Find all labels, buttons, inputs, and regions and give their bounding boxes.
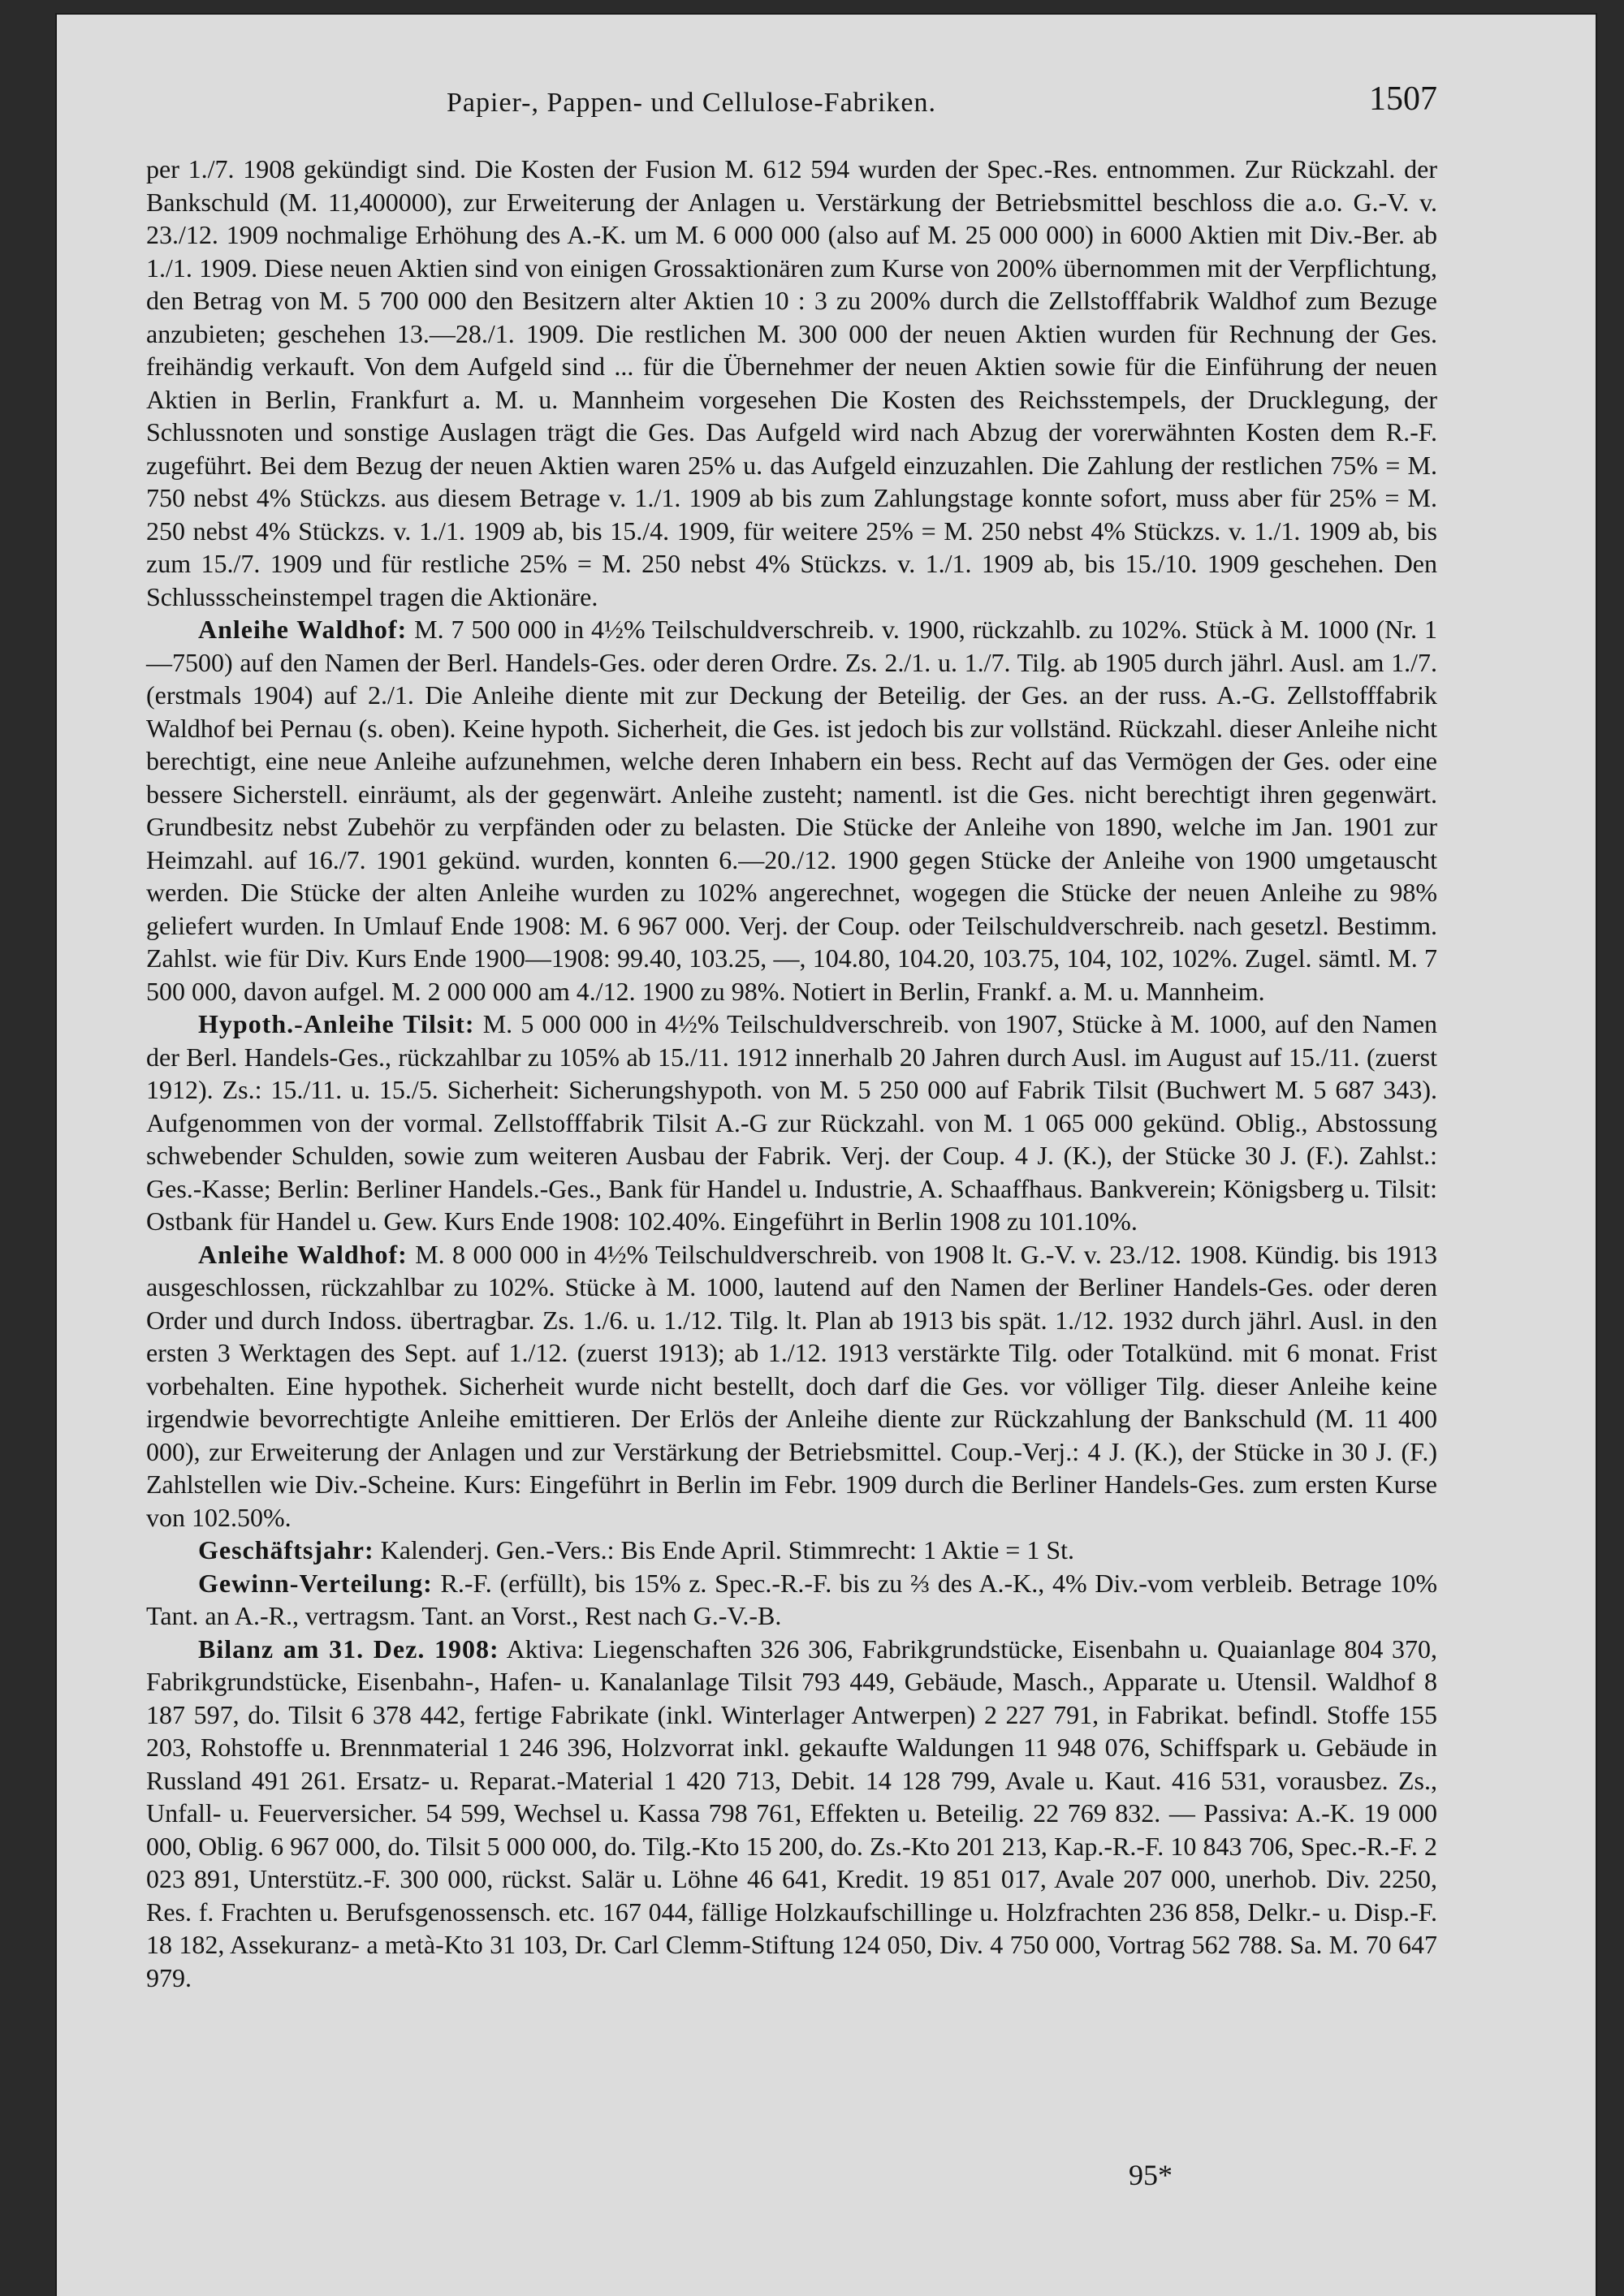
document-page bbox=[57, 15, 1596, 2296]
paragraph-text: Kalenderj. Gen.-Vers.: Bis Ende April. Stimmrecht: 1 Aktie = 1 St. bbox=[380, 1535, 1074, 1564]
paragraph-text: Aktiva: Liegenschaften 326 306, Fabrikgrundstücke, Eisenbahn u. Quaianlage 804 370, Fabrikgrundstücke, Eisenbahn-, Hafen- u. Kanalanlage Tilsit 793 449, Gebäude, Masch., Apparate u. Utensil. Waldhof 8 187 597, do. Tilsit 6 378 442, fertige Fabrikate (inkl. Winterlager Antwerpen) 2 227 791, in Fabrikat. befindl. Stoffe 155 203, Rohstoffe u. Brennmaterial 1 246 396, Holzvorrat inkl. gekaufte Waldungen 11 948 076, Schiffspark u. Gebäude in Russland 491 261. Ersatz- u. Reparat.-Material 1 420 713, Debit. 14 128 799, Avale u. Kaut. 416 531, vorausbez. Zs., Unfall- u. Feuerversicher. 54 599, Wechsel u. Kassa 798 761, Effekten u. Beteilig. 22 769 832. — Passiva: A.-K. 19 000 000, Oblig. 6 967 000, do. Tilsit 5 000 000, do. Tilg.-Kto 15 200, do. Zs.-Kto 201 213, Kap.-R.-F. 10 843 706, Spec.-R.-F. 2 023 891, Unterstütz.-F. 300 000, rückst. Salär u. Löhne 46 641, Kredit. 19 851 017, Avale 207 000, unerhob. Div. 2250, Res. f. Frachten u. Berufsgenossensch. etc. 167 044, fällige Holzkaufschillinge u. Holzfrachten 236 858, Delkr.- u. Disp.-F. 18 182, Assekuranz- a metà-Kto 31 103, Dr. Carl Clemm-Stiftung 124 050, Div. 4 750 000, Vortrag 562 788. Sa. M. 70 647 979. bbox=[146, 1634, 1438, 1992]
paragraph-text: M. 5 000 000 in 4½% Teilschuldverschreib. von 1907, Stücke à M. 1000, auf den Namen der Berl. Handels-Ges., rückzahlbar zu 105% ab 15./11. 1912 innerhalb 20 Jahren durch Ausl. im August auf 15./11. (zuerst 1912). Zs.: 15./11. u. 15./5. Sicherheit: Sicherungshypoth. von M. 5 250 000 auf Fabrik Tilsit (Buchwert M. 5 687 343). Aufgenommen von der vormal. Zellstofffabrik Tilsit A.-G zur Rückzahl. von M. 1 065 000 gekünd. Oblig., Abstossung schwebender Schulden, sowie zum weiteren Ausbau der Fabrik. Verj. der Coup. 4 J. (K.), der Stücke 30 J. (F.). Zahlst.: Ges.-Kasse; Berlin: Berliner Handels.-Ges., Bank für Handel u. Industrie, A. Schaaffhaus. Bankverein; Königsberg u. Tilsit: Ostbank für Handel u. Gew. Kurs Ende 1908: 102.40%. Eingeführt in Berlin 1908 zu 101.10%. bbox=[146, 1009, 1438, 1236]
paragraph-hypoth-anleihe-tilsit bbox=[146, 1008, 1437, 1238]
running-head bbox=[57, 80, 1437, 120]
section-heading: Bilanz am 31. Dez. 1908: bbox=[198, 1634, 499, 1664]
paragraph-bilanz bbox=[146, 1633, 1437, 1995]
paragraph-intro bbox=[146, 153, 1437, 613]
section-heading: Geschäftsjahr: bbox=[198, 1535, 374, 1564]
section-heading: Gewinn-Verteilung: bbox=[198, 1568, 433, 1598]
paragraph-anleihe-waldhof-1900 bbox=[146, 613, 1437, 1008]
signature-mark: 95* bbox=[1129, 2159, 1173, 2191]
section-heading: Anleihe Waldhof: bbox=[198, 1239, 408, 1269]
body-text bbox=[146, 153, 1437, 1994]
paragraph-text: M. 8 000 000 in 4½% Teilschuldverschreib. von 1908 lt. G.-V. v. 23./12. 1908. Kündig. bis 1913 ausgeschlossen, rückzahlbar zu 102%. Stücke à M. 1000, lautend auf den Namen der Berliner Handels-Ges. oder deren Order und durch Indoss. übertragbar. Zs. 1./6. u. 1./12. Tilg. lt. Plan ab 1913 bis spät. 1./12. 1932 durch jährl. Ausl. in den ersten 3 Werktagen des Sept. auf 1./12. (zuerst 1913); ab 1./12. 1913 verstärkte Tilg. oder Totalkünd. mit 6 monat. Frist vorbehalten. Eine hypothek. Sicherheit wurde nicht bestellt, doch darf die Ges. vor völliger Tilg. dieser Anleihe keine irgendwie bevorrechtigte Anleihe emittieren. Der Erlös der Anleihe diente zur Rückzahlung der Bankschuld (M. 11 400 000), zur Erweiterung der Anlagen und zur Verstärkung der Betriebsmittel. Coup.-Verj.: 4 J. (K.), der Stücke in 30 J. (F.) Zahlstellen wie Div.-Scheine. Kurs: Eingeführt in Berlin im Febr. 1909 durch die Berliner Handels-Ges. zum ersten Kurse von 102.50%. bbox=[146, 1239, 1438, 1532]
running-title: Papier-, Pappen- und Cellulose-Fabriken. bbox=[447, 88, 937, 118]
paragraph-text: per 1./7. 1908 gekündigt sind. Die Kosten der Fusion M. 612 594 wurden der Spec.-Res. entnommen. Zur Rückzahl. der Bankschuld (M. 11,400000), zur Erweiterung der Anlagen u. Verstärkung der Betriebsmittel beschloss die a.o. G.-V. v. 23./12. 1909 nochmalige Erhöhung des A.-K. um M. 6 000 000 (also auf M. 25 000 000) in 6000 Aktien mit Div.-Ber. ab 1./1. 1909. Diese neuen Aktien sind von einigen Grossaktionären zum Kurse von 200% übernommen mit der Verpflichtung, den Betrag von M. 5 700 000 den Besitzern alter Aktien 10 : 3 zu 200% durch die Zellstofffabrik Waldhof zum Bezuge anzubieten; geschehen 13.—28./1. 1909. Die restlichen M. 300 000 der neuen Aktien wurden für Rechnung der Ges. freihändig verkauft. Von dem Aufgeld sind ... für die Übernehmer der neuen Aktien sowie für die Einführung der neuen Aktien in Berlin, Frankfurt a. M. u. Mannheim vorgesehen Die Kosten des Reichsstempels, der Drucklegung, der Schlussnoten und sonstige Auslagen trägt die Ges. Das Aufgeld wird nach Abzug der vorerwähnten Kosten dem R.-F. zugeführt. Bei dem Bezug der neuen Aktien waren 25% u. das Aufgeld einzuzahlen. Die Zahlung der restlichen 75% = M. 750 nebst 4% Stückzs. aus diesem Betrage v. 1./1. 1909 ab bis zum Zahlungstage konnte sofort, muss aber für 25% = M. 250 nebst 4% Stückzs. v. 1./1. 1909 ab, bis 15./4. 1909, für weitere 25% = M. 250 nebst 4% Stückzs. v. 1./1. 1909 ab, bis zum 15./7. 1909 und für restliche 25% = M. 250 nebst 4% Stückzs. v. 1./1. 1909 ab, bis 15./10. 1909 geschehen. Den Schlussscheinstempel tragen die Aktionäre. bbox=[146, 154, 1437, 611]
paragraph-text: M. 7 500 000 in 4½% Teilschuldverschreib. v. 1900, rückzahlb. zu 102%. Stück à M. 1000 (Nr. 1—7500) auf den Namen der Berl. Handels-Ges. oder deren Ordre. Zs. 2./1. u. 1./7. Tilg. ab 1905 durch jährl. Ausl. am 1./7. (erstmals 1904) auf 2./1. Die Anleihe diente mit zur Deckung der Beteilig. der Ges. an der russ. A.-G. Zellstofffabrik Waldhof bei Pernau (s. oben). Keine hypoth. Sicherheit, die Ges. ist jedoch bis zur vollständ. Rückzahl. dieser Anleihe nicht berechtigt, eine neue Anleihe aufzunehmen, welche deren Inhabern ein bess. Recht auf das Vermögen der Ges. oder eine bessere Sicherstell. einräumt, als der gegenwärt. Anleihe zusteht; namentl. ist die Ges. nicht berechtigt ihren gegenwärt. Grundbesitz nebst Zubehör zu verpfänden oder zu belasten. Die Stücke der Anleihe von 1890, welche im Jan. 1901 zur Heimzahl. auf 16./7. 1901 gekünd. wurden, konnten 6.—20./12. 1900 gegen Stücke der Anleihe von 1900 umgetauscht werden. Die Stücke der alten Anleihe wurden zu 102% angerechnet, wogegen die Stücke der neuen Anleihe zu 98% geliefert wurden. In Umlauf Ende 1908: M. 6 967 000. Verj. der Coup. oder Teilschuldverschreib. nach gesetzl. Bestimm. Zahlst. wie für Div. Kurs Ende 1900—1908: 99.40, 103.25, —, 104.80, 104.20, 103.75, 104, 102, 102%. Zugel. sämtl. M. 7 500 000, davon aufgel. M. 2 000 000 am 4./12. 1900 zu 98%. Notiert in Berlin, Frankf. a. M. u. Mannheim. bbox=[146, 615, 1438, 1006]
section-heading: Anleihe Waldhof: bbox=[198, 615, 408, 644]
section-heading: Hypoth.-Anleihe Tilsit: bbox=[198, 1009, 475, 1038]
paragraph-anleihe-waldhof-1908 bbox=[146, 1238, 1437, 1534]
page-number: 1507 bbox=[1369, 80, 1437, 118]
paragraph-gewinn-verteilung bbox=[146, 1567, 1437, 1633]
paragraph-geschaeftsjahr bbox=[146, 1534, 1437, 1567]
paragraph-text: R.-F. (erfüllt), bis 15% z. Spec.-R.-F. bis zu ⅔ des A.-K., 4% Div.-vom verbleib. Betrage 10% Tant. an A.-R., vertragsm. Tant. an Vorst., Rest nach G.-V.-B. bbox=[146, 1568, 1438, 1630]
